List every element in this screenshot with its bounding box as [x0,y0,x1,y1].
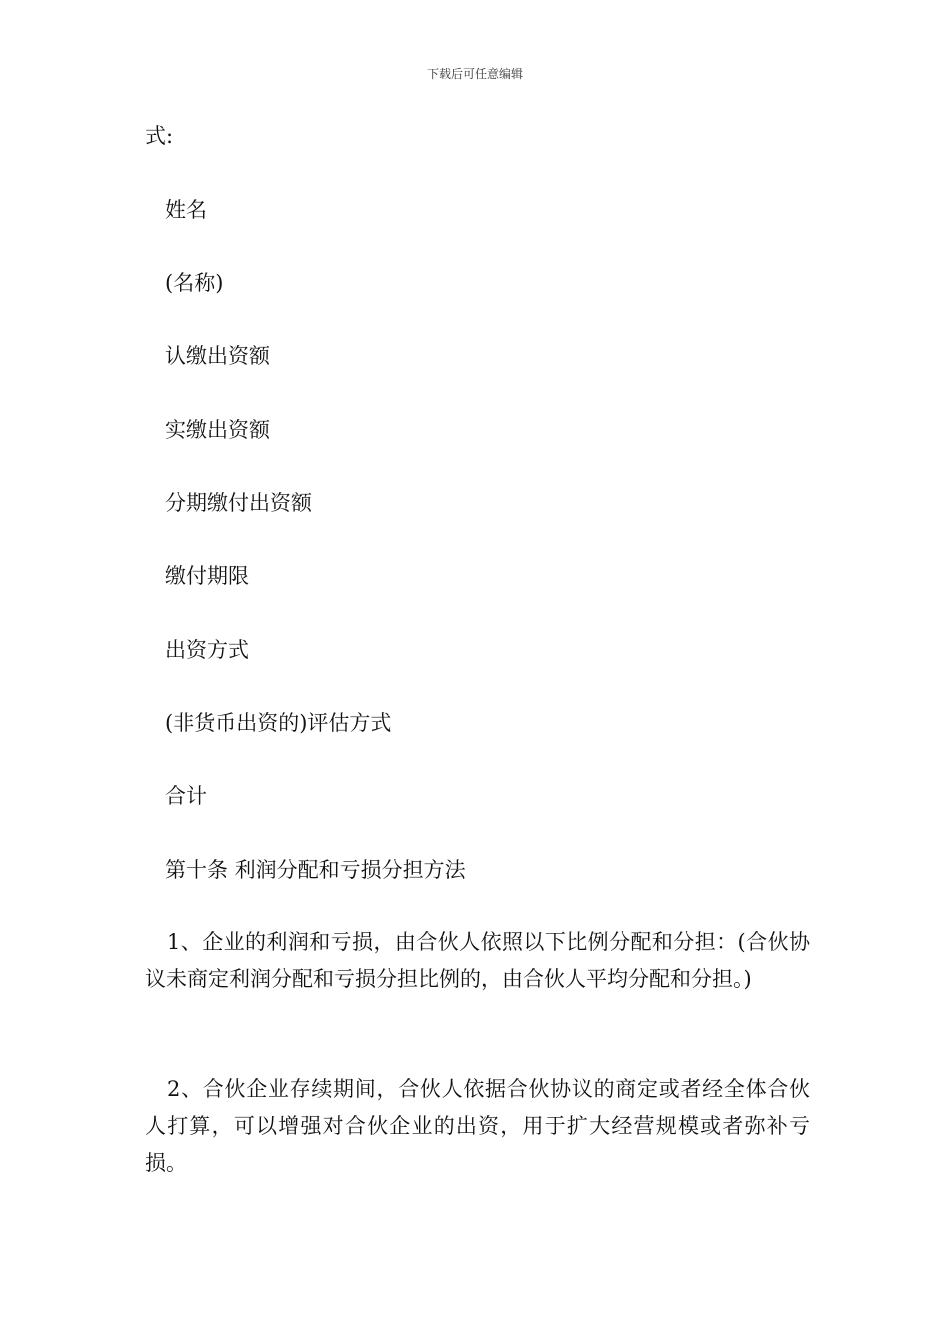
text-line-name: 姓名 [165,198,207,222]
article-heading: 第十条 利润分配和亏损分担方法 [165,858,466,882]
text-line-paid-capital: 实缴出资额 [165,418,270,442]
text-line-payment-deadline: 缴付期限 [165,564,249,588]
paragraph-2: 2、合伙企业存续期间，合伙人依据合伙协议的商定或者经全体合伙人打算，可以增强对合伙企业的出资，用于扩大经营规模或者弥补亏损。 [145,1077,810,1175]
text-line-contribution-method: 出资方式 [165,638,249,662]
paragraph-1: 1、企业的利润和亏损，由合伙人依照以下比例分配和分担：(合伙协议未商定利润分配和亏损分担比例的，由合伙人平均分配和分担。) [145,930,810,991]
page-header: 下载后可任意编辑 [426,67,523,81]
text-line-valuation-method: (非货币出资的)评估方式 [165,711,392,735]
text-line-shi: 式: [145,124,174,148]
text-line-total: 合计 [165,784,207,808]
text-line-subscribed-capital: 认缴出资额 [165,344,270,368]
text-line-title: (名称) [165,271,224,295]
text-line-installment-capital: 分期缴付出资额 [165,491,312,515]
